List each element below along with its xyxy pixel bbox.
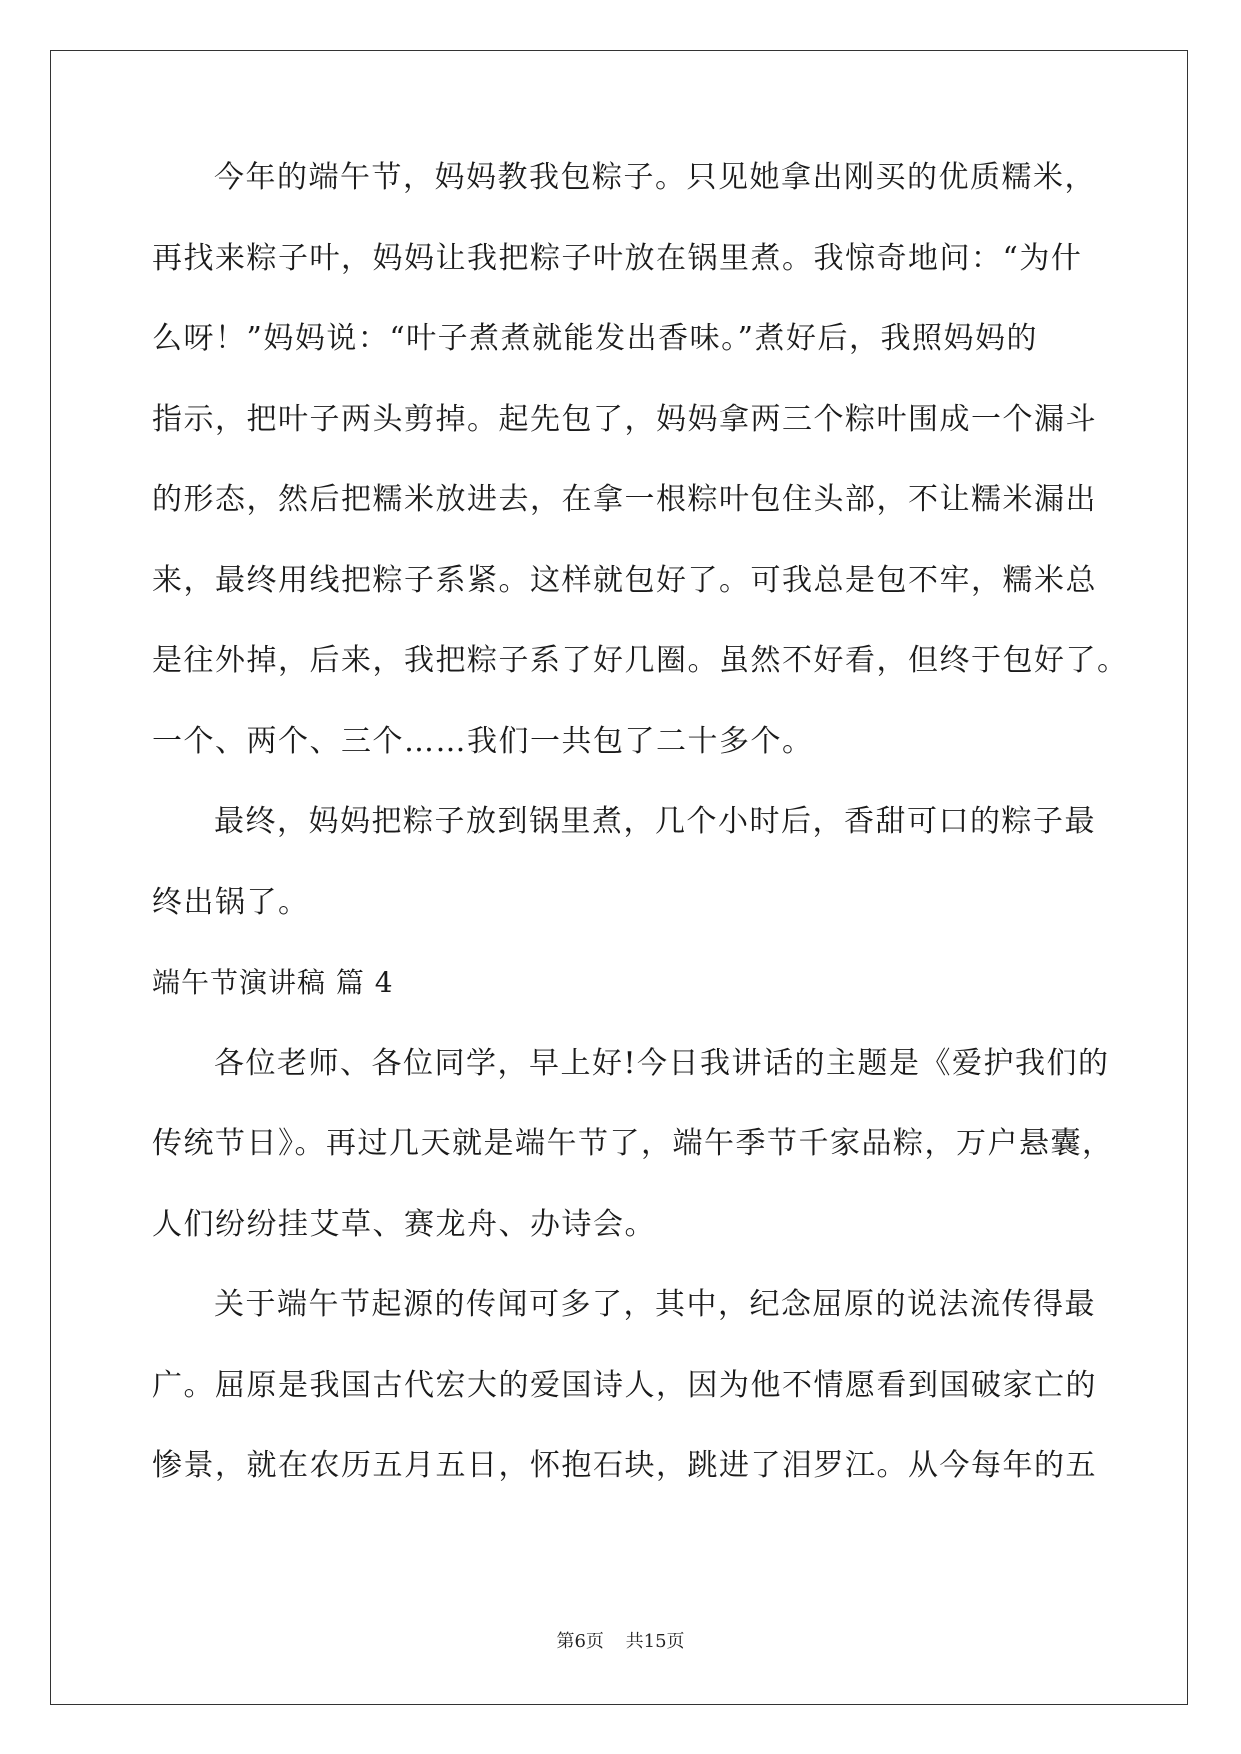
page-footer [0,1627,1241,1653]
text-line: 最终，妈妈把粽子放到锅里煮，几个小时后，香甜可口的粽子最 [214,804,1096,839]
text-line: 各位老师、各位同学，早上好!今日我讲话的主题是《爱护我们的 [214,1045,1110,1081]
text-line: 么呀！”妈妈说：“叶子煮煮就能发出香味。”煮好后，我照妈妈的 [152,321,1039,356]
page-number: 第6页 [556,1631,604,1652]
text-line: 终出锅了。 [152,884,310,920]
page-total: 共15页 [625,1631,685,1652]
text-line: 惨景，就在农历五月五日，怀抱石块，跳进了泪罗江。从今每年的五 [152,1448,1097,1483]
text-line: 一个、两个、三个……我们一共包了二十多个。 [152,723,814,759]
text-line: 广。屈原是我国古代宏大的爱国诗人，因为他不情愿看到国破家亡的 [152,1367,1097,1403]
document-body [152,158,1129,1527]
text-line: 再找来粽子叶，妈妈让我把粽子叶放在锅里煮。我惊奇地问：“为什 [152,240,1083,276]
text-line: 来，最终用线把粽子系紧。这样就包好了。可我总是包不牢，糯米总 [152,562,1097,598]
text-line: 传统节日》。再过几天就是端午节了，端午季节千家品粽，万户悬囊， [152,1126,1114,1161]
text-line: 今年的端午节，妈妈教我包粽子。只见她拿出刚买的优质糯米， [214,160,1096,195]
section-heading: 端午节演讲稿 篇 4 [152,966,394,999]
text-line: 人们纷纷挂艾草、赛龙舟、办诗会。 [152,1206,656,1242]
text-line: 关于端午节起源的传闻可多了，其中，纪念屈原的说法流传得最 [214,1287,1096,1322]
text-line: 的形态，然后把糯米放进去，在拿一根粽叶包住头部，不让糯米漏出 [152,482,1097,517]
text-line: 是往外掉，后来，我把粽子系了好几圈。虽然不好看，但终于包好了。 [152,643,1129,678]
text-line: 指示，把叶子两头剪掉。起先包了，妈妈拿两三个粽叶围成一个漏斗 [152,401,1097,437]
